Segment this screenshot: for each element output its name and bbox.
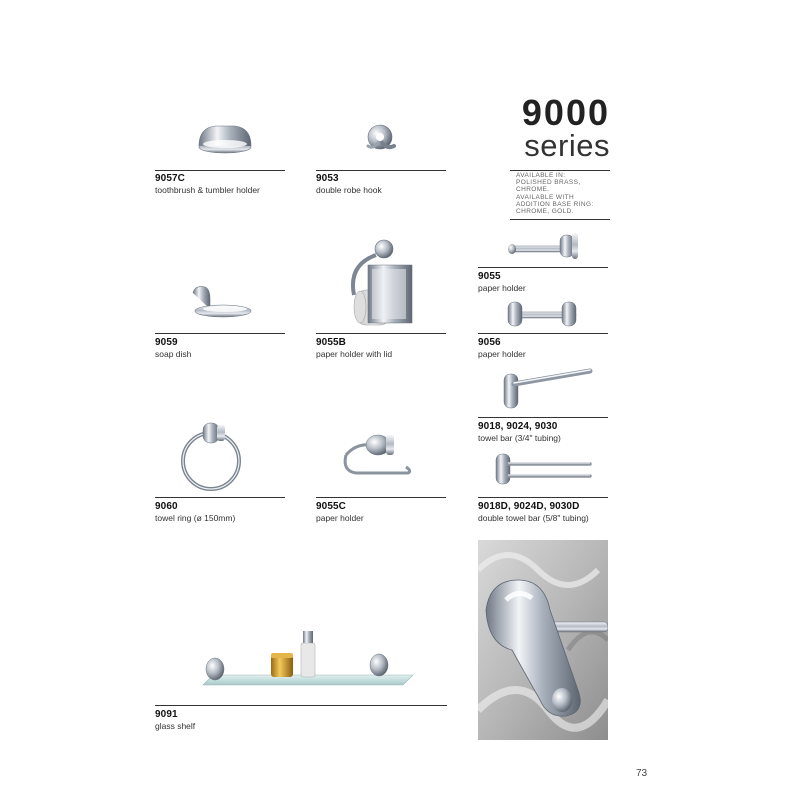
product-description: paper holder xyxy=(478,349,526,359)
availability-line: AVAILABLE WITH xyxy=(516,193,575,201)
availability-line: AVAILABLE IN: xyxy=(516,172,566,179)
product-code: 9057C xyxy=(155,173,185,184)
product-description: towel bar (3/4" tubing) xyxy=(478,433,561,443)
product-code: 9060 xyxy=(155,501,178,512)
product-9053 xyxy=(316,110,446,200)
product-description: glass shelf xyxy=(155,721,196,731)
header-rule-top xyxy=(510,170,610,171)
product-description: toothbrush & tumbler holder xyxy=(155,185,260,195)
product-code: 9053 xyxy=(316,173,339,184)
product-rule xyxy=(155,170,285,171)
page-number: 73 xyxy=(636,768,648,779)
towel-bar-closeup-image xyxy=(478,540,608,740)
header-rule-bottom xyxy=(510,219,610,220)
robe-hook-image xyxy=(316,110,446,170)
product-rule xyxy=(316,497,446,498)
product-code: 9091 xyxy=(155,709,178,720)
product-code: 9018, 9024, 9030 xyxy=(478,421,558,432)
availability-line: CHROME. xyxy=(516,186,550,194)
paper-holder-image xyxy=(478,292,608,333)
availability-note xyxy=(516,172,612,215)
product-code: 9059 xyxy=(155,337,178,348)
product-9060 xyxy=(155,415,285,525)
product-rule xyxy=(478,417,608,418)
product-9056 xyxy=(478,292,608,362)
series-word: series xyxy=(524,128,610,163)
product-description: double towel bar (5/8" tubing) xyxy=(478,513,589,523)
soap-dish-image xyxy=(155,275,285,333)
product-code: 9056 xyxy=(478,337,501,348)
product-description: double robe hook xyxy=(316,185,382,195)
availability-line: CHROME, GOLD. xyxy=(516,208,574,216)
product-9055 xyxy=(478,225,608,295)
paper-holder-image xyxy=(478,225,608,267)
paper-holder-image xyxy=(316,415,446,497)
glass-shelf-image xyxy=(155,615,447,705)
product-code: 9018D, 9024D, 9030D xyxy=(478,501,580,512)
product-rule xyxy=(316,333,446,334)
product-description: soap dish xyxy=(155,349,192,359)
availability-line: POLISHED BRASS, xyxy=(516,179,581,187)
closeup-photo xyxy=(478,540,608,740)
product-rule xyxy=(155,497,285,498)
product-9018 xyxy=(478,362,608,442)
product-9055b xyxy=(316,235,446,365)
product-9091 xyxy=(155,615,447,735)
product-description: paper holder xyxy=(316,513,364,523)
product-rule xyxy=(316,170,446,171)
product-description: paper holder xyxy=(478,283,526,293)
product-9018d xyxy=(478,442,608,522)
product-rule xyxy=(155,333,285,334)
availability-line: ADDITION BASE RING: xyxy=(516,200,594,208)
tumbler-holder-image xyxy=(155,110,285,170)
product-code: 9055 xyxy=(478,271,501,282)
paper-holder-lid-image xyxy=(316,235,446,333)
product-9057c xyxy=(155,110,285,200)
towel-ring-image xyxy=(155,415,285,497)
series-number: 9000 xyxy=(521,92,610,133)
product-rule xyxy=(478,497,608,498)
product-rule xyxy=(478,333,608,334)
product-9055c xyxy=(316,415,446,525)
product-9059 xyxy=(155,275,285,365)
double-towel-bar-image xyxy=(478,442,608,497)
product-description: paper holder with lid xyxy=(316,349,393,359)
product-rule xyxy=(478,267,608,268)
product-code: 9055B xyxy=(316,337,346,348)
product-rule xyxy=(155,705,447,706)
product-description: towel ring (ø 150mm) xyxy=(155,513,236,523)
product-code: 9055C xyxy=(316,501,346,512)
towel-bar-image xyxy=(478,362,608,417)
